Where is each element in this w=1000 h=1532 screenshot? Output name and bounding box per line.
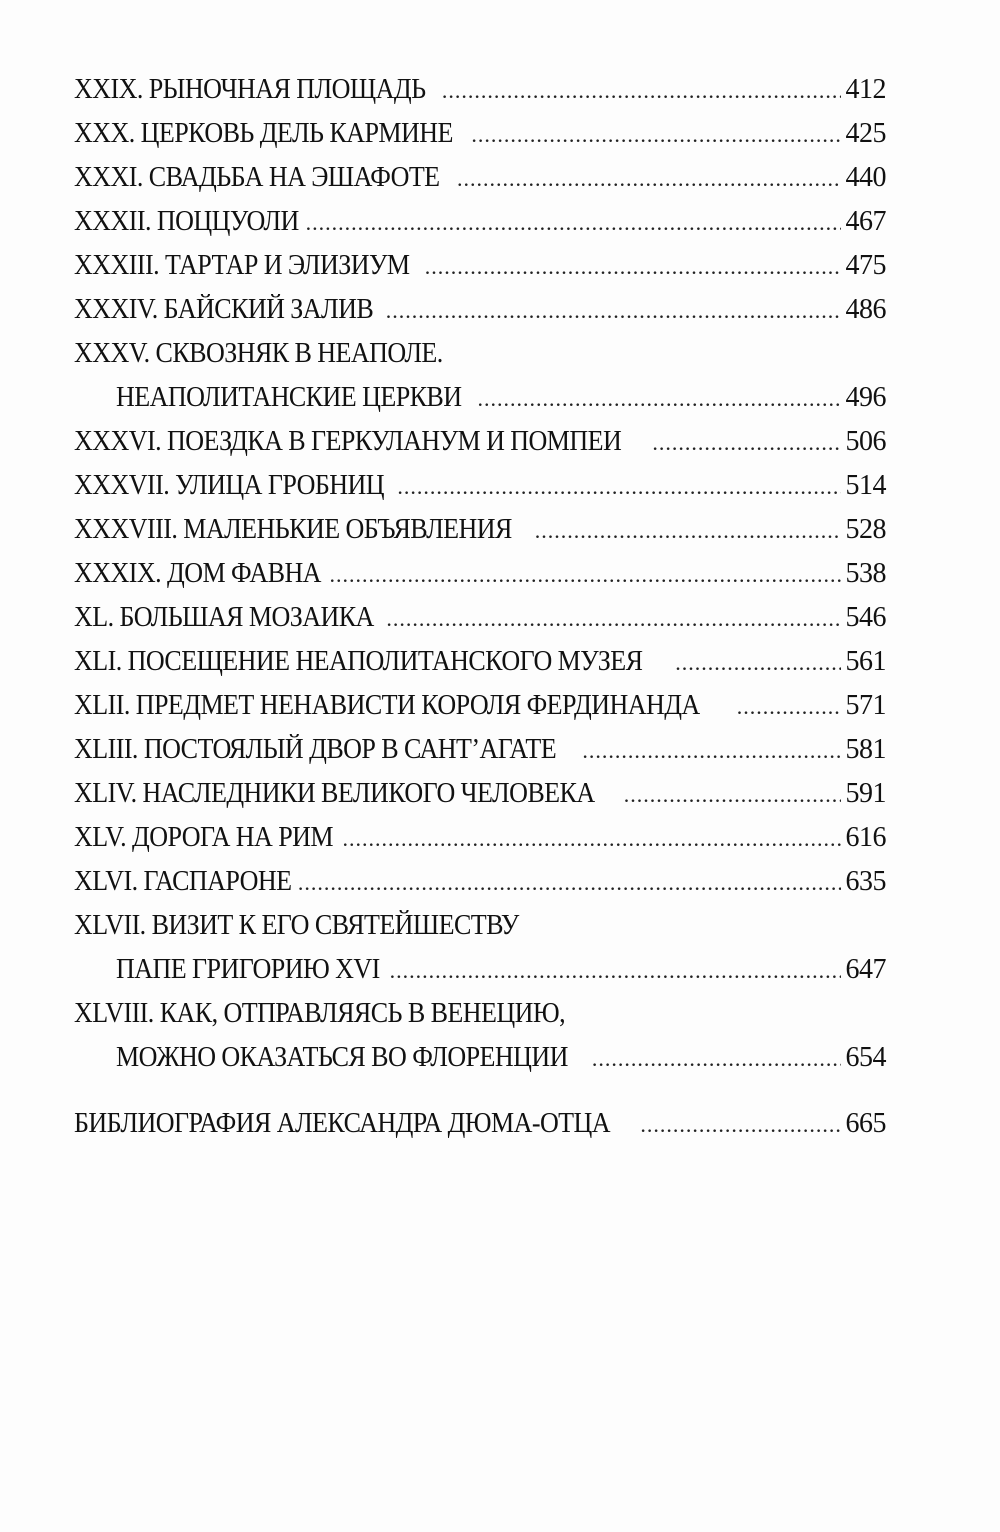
toc-entry-xxxv <box>74 338 886 382</box>
toc-entry-title: БИБЛИОГРАФИЯ АЛЕКСАНДРА ДЮМА-ОТЦА <box>74 1108 611 1139</box>
dot-leader <box>442 80 841 102</box>
toc-entry-xlii <box>74 690 886 734</box>
dot-leader <box>425 256 841 278</box>
toc-entry-page: 440 <box>845 162 886 193</box>
toc-entry-title: XLVI. ГАСПАРОНЕ <box>74 866 292 897</box>
toc-entry-title: XXXVI. ПОЕЗДКА В ГЕРКУЛАНУМ И ПОМПЕИ <box>74 426 622 457</box>
toc-entry-xxxii <box>74 206 886 250</box>
toc-entry-title: XLIII. ПОСТОЯЛЫЙ ДВОР В САНТ’АГАТЕ <box>74 734 557 765</box>
toc-entry-xliv <box>74 778 886 822</box>
toc-entry-page: 486 <box>845 294 886 325</box>
toc-entry-title: XXXII. ПОЦЦУОЛИ <box>74 206 299 237</box>
toc-entry-title: XXXIII. ТАРТАР И ЭЛИЗИУМ <box>74 250 410 281</box>
toc-entry-xlvi <box>74 866 886 910</box>
toc-entry-xlv <box>74 822 886 866</box>
toc-entry-xlvii-continued <box>74 954 886 998</box>
toc-entry-xli <box>74 646 886 690</box>
toc-entry-xxxvii <box>74 470 886 514</box>
dot-leader <box>386 300 841 322</box>
toc-entry-xxx <box>74 118 886 162</box>
toc-entry-xlviii <box>74 998 886 1042</box>
toc-entry-page: 506 <box>845 426 886 457</box>
toc-entry-page: 467 <box>845 206 886 237</box>
toc-entry-title: XLII. ПРЕДМЕТ НЕНАВИСТИ КОРОЛЯ ФЕРДИНАНДА <box>74 690 700 721</box>
table-of-contents <box>74 74 886 1152</box>
toc-entry-title: XLI. ПОСЕЩЕНИЕ НЕАПОЛИТАНСКОГО МУЗЕЯ <box>74 646 643 677</box>
toc-entry-title: XLVII. ВИЗИТ К ЕГО СВЯТЕЙШЕСТВУ <box>74 910 519 941</box>
dot-leader <box>457 168 841 190</box>
toc-entry-xlvii <box>74 910 886 954</box>
toc-entry-bibliography <box>74 1108 886 1152</box>
dot-leader <box>675 652 841 674</box>
toc-entry-page: 475 <box>845 250 886 281</box>
dot-leader <box>306 212 841 234</box>
toc-entry-page: 635 <box>845 866 886 897</box>
toc-entry-title: XLV. ДОРОГА НА РИМ <box>74 822 334 853</box>
toc-entry-page: 665 <box>845 1108 886 1139</box>
toc-entry-title-continued: ПАПЕ ГРИГОРИЮ XVI <box>116 954 380 985</box>
dot-leader <box>330 564 841 586</box>
toc-entry-xxxviii <box>74 514 886 558</box>
toc-entry-page: 412 <box>845 74 886 105</box>
toc-entry-page: 538 <box>845 558 886 589</box>
dot-leader <box>471 124 841 146</box>
dot-leader <box>592 1048 841 1070</box>
toc-entry-title: XXIX. РЫНОЧНАЯ ПЛОЩАДЬ <box>74 74 426 105</box>
toc-entry-page: 647 <box>845 954 886 985</box>
toc-entry-page: 425 <box>845 118 886 149</box>
toc-entry-title: XLIV. НАСЛЕДНИКИ ВЕЛИКОГО ЧЕЛОВЕКА <box>74 778 595 809</box>
toc-entry-xl <box>74 602 886 646</box>
dot-leader <box>386 608 841 630</box>
dot-leader <box>624 784 841 806</box>
toc-entry-xlviii-continued <box>74 1042 886 1086</box>
toc-entry-page: 591 <box>845 778 886 809</box>
dot-leader <box>737 696 841 718</box>
toc-entry-xxxvi <box>74 426 886 470</box>
toc-entry-xliii <box>74 734 886 778</box>
toc-entry-xxxix <box>74 558 886 602</box>
dot-leader <box>640 1114 841 1136</box>
toc-entry-title: XL. БОЛЬШАЯ МОЗАИКА <box>74 602 374 633</box>
toc-entry-xxxi <box>74 162 886 206</box>
toc-entry-title: XXXI. СВАДЬБА НА ЭШАФОТЕ <box>74 162 440 193</box>
toc-entry-page: 496 <box>845 382 886 413</box>
toc-entry-xxxiii <box>74 250 886 294</box>
toc-entry-xxxv-continued <box>74 382 886 426</box>
dot-leader <box>390 960 841 982</box>
dot-leader <box>478 388 842 410</box>
toc-entry-title: XXXVII. УЛИЦА ГРОБНИЦ <box>74 470 384 501</box>
toc-entry-page: 561 <box>845 646 886 677</box>
toc-entry-title: XXXV. СКВОЗНЯК В НЕАПОЛЕ. <box>74 338 443 369</box>
dot-leader <box>397 476 841 498</box>
dot-leader <box>582 740 841 762</box>
toc-entry-title: XXX. ЦЕРКОВЬ ДЕЛЬ КАРМИНЕ <box>74 118 453 149</box>
toc-entry-page: 571 <box>845 690 886 721</box>
toc-entry-page: 654 <box>845 1042 886 1073</box>
toc-entry-page: 514 <box>845 470 886 501</box>
toc-entry-title: XXXVIII. МАЛЕНЬКИЕ ОБЪЯВЛЕНИЯ <box>74 514 512 545</box>
dot-leader <box>343 828 841 850</box>
toc-entry-title-continued: МОЖНО ОКАЗАТЬСЯ ВО ФЛОРЕНЦИИ <box>116 1042 568 1073</box>
toc-entry-page: 581 <box>845 734 886 765</box>
toc-entry-page: 616 <box>845 822 886 853</box>
toc-entry-xxxiv <box>74 294 886 338</box>
toc-entry-title: XXXIV. БАЙСКИЙ ЗАЛИВ <box>74 294 374 325</box>
toc-entry-xxix <box>74 74 886 118</box>
toc-entry-title: XXXIX. ДОМ ФАВНА <box>74 558 321 589</box>
toc-entry-title-continued: НЕАПОЛИТАНСКИЕ ЦЕРКВИ <box>116 382 462 413</box>
dot-leader <box>652 432 841 454</box>
dot-leader <box>535 520 841 542</box>
toc-entry-page: 546 <box>845 602 886 633</box>
dot-leader <box>298 872 841 894</box>
toc-entry-title: XLVIII. КАК, ОТПРАВЛЯЯСЬ В ВЕНЕЦИЮ, <box>74 998 566 1029</box>
toc-entry-page: 528 <box>845 514 886 545</box>
